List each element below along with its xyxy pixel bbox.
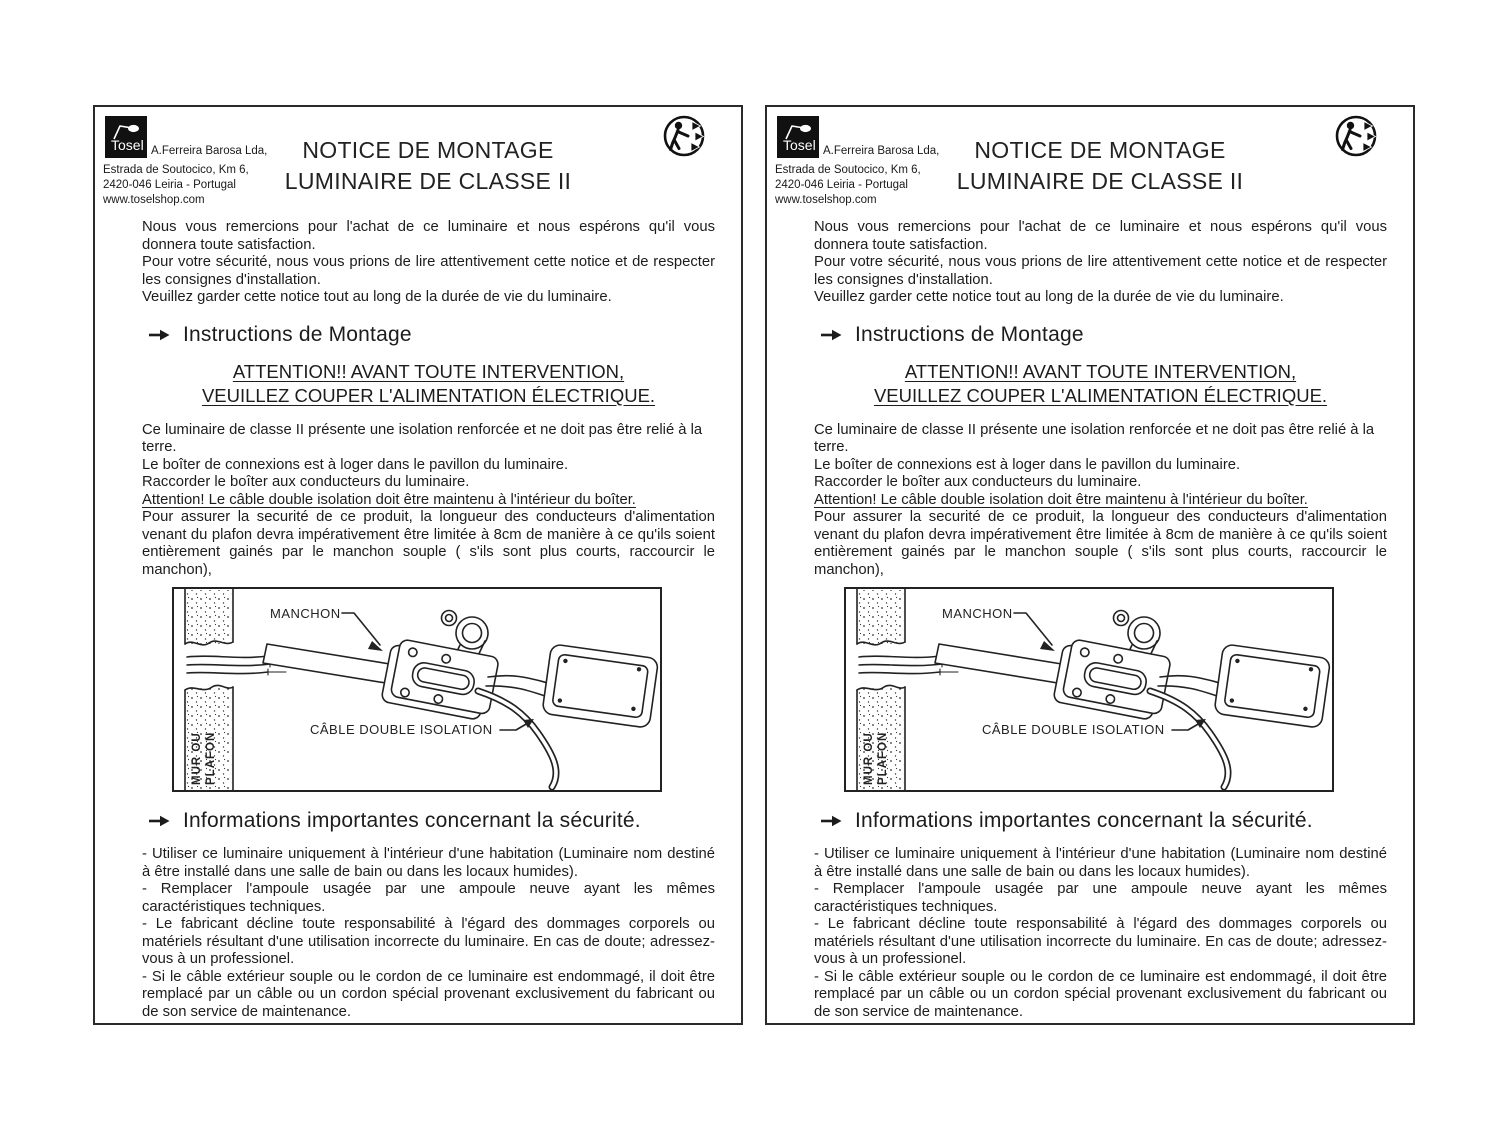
tosel-logo <box>105 116 147 158</box>
securite-heading-row <box>814 808 1387 834</box>
notice-page-left <box>93 105 743 1025</box>
page-title <box>877 135 1323 197</box>
class-ii-line-3: Raccorder le boîter aux conducteurs du luminaire. <box>814 474 1142 490</box>
address-line-2: 2420-046 Leiria - Portugal <box>103 179 236 191</box>
address-line-1: Estrada de Soutocico, Km 6, <box>775 164 921 176</box>
assembly-diagram <box>844 587 1334 792</box>
conductor-length-paragraph: Pour assurer la securité de ce produit, la longueur des conducteurs d'alimentation venant du plafon devra impérativement être limitée à 8cm de manière à ce qu'ils soient entièrement gainés par le manchon souple ( s'ils sont plus courts, raccourcir le manchon), <box>814 509 1387 578</box>
cable-attention-line: Attention! Le câble double isolation doit être maintenu à l'intérieur du boîter. <box>142 491 636 508</box>
manchon-label: MANCHON <box>270 606 341 621</box>
safety-item: - Utiliser ce luminaire uniquement à l'intérieur d'une habitation (Luminaire nom destiné à être installé dans une salle de bain ou dans les locaux humides). <box>142 846 715 880</box>
montage-heading: Instructions de Montage <box>183 322 412 346</box>
safety-item: - Le fabricant décline toute responsabilité à l'égard des dommages corporels ou matériels résultant d'une utilisation incorrecte du luminaire. En cas de doute; adressez-vous à un professionel. <box>142 916 715 967</box>
intro-paragraph-3: Veuillez garder cette notice tout au long de la durée de vie du luminaire. <box>814 289 1284 305</box>
power-warning-line-2: VEUILLEZ COUPER L'ALIMENTATION ÉLECTRIQUE. <box>201 384 656 406</box>
company-website: www.toselshop.com <box>103 194 205 206</box>
arrow-right-icon <box>148 329 170 341</box>
intro-paragraph-2: Pour votre sécurité, nous vous prions de lire attentivement cette notice et de respecter les consignes d'installation. <box>142 254 715 288</box>
cover-box <box>1214 644 1331 728</box>
class-ii-paragraph <box>814 422 1387 492</box>
notice-page-right <box>765 105 1415 1025</box>
title-line-1: NOTICE DE MONTAGE <box>974 137 1226 163</box>
class-ii-line-2: Le boîter de connexions est à loger dans le pavillon du luminaire. <box>142 456 569 473</box>
safety-list <box>142 846 715 1021</box>
class-ii-paragraph <box>142 422 715 492</box>
wall-label-line-1: MUR OU <box>191 732 203 785</box>
company-name: A.Ferreira Barosa Lda, <box>151 145 268 157</box>
securite-heading-row <box>142 808 715 834</box>
manchon-label: MANCHON <box>942 606 1013 621</box>
safety-item: - Le fabricant décline toute responsabilité à l'égard des dommages corporels ou matériels résultant d'une utilisation incorrecte du luminaire. En cas de doute; adressez-vous à un professionel. <box>814 916 1387 967</box>
tosel-lamp-icon <box>105 116 147 158</box>
logo-text: Tosel <box>783 137 816 153</box>
tosel-logo <box>777 116 819 158</box>
safety-item: - Utiliser ce luminaire uniquement à l'intérieur d'une habitation (Luminaire nom destiné à être installé dans une salle de bain ou dans les locaux humides). <box>814 846 1387 880</box>
arrow-right-icon <box>820 815 842 827</box>
class-ii-line-2: Le boîter de connexions est à loger dans le pavillon du luminaire. <box>814 456 1241 473</box>
securite-heading: Informations importantes concernant la sécurité. <box>183 809 641 832</box>
power-warning <box>142 360 715 408</box>
company-name: A.Ferreira Barosa Lda, <box>823 145 940 157</box>
arrow-right-icon <box>148 815 170 827</box>
power-warning <box>814 360 1387 408</box>
tosel-lamp-icon <box>777 116 819 158</box>
montage-heading-row <box>814 322 1387 348</box>
cable-attention-line: Attention! Le câble double isolation doit être maintenu à l'intérieur du boîter. <box>814 491 1308 508</box>
securite-heading: Informations importantes concernant la sécurité. <box>855 809 1313 832</box>
triman-recycling-icon <box>1334 113 1380 159</box>
title-line-2: LUMINAIRE DE CLASSE II <box>284 168 572 194</box>
cover-box <box>542 644 659 728</box>
safety-item: - Si le câble extérieur souple ou le cordon de ce luminaire est endommagé, il doit être remplacé par un câble ou un cordon spécial provenant exclusivement du fabricant ou de son service de maintenance. <box>814 968 1387 1020</box>
notice-body <box>814 219 1387 1021</box>
company-website: www.toselshop.com <box>775 194 877 206</box>
safety-item: - Remplacer l'ampoule usagée par une ampoule neuve ayant les mêmes caractéristiques techniques. <box>142 881 715 915</box>
intro-paragraph-2: Pour votre sécurité, nous vous prions de lire attentivement cette notice et de respecter les consignes d'installation. <box>814 254 1387 288</box>
intro-paragraphs <box>142 219 715 307</box>
intro-paragraphs <box>814 219 1387 307</box>
cable-label: CÂBLE DOUBLE ISOLATION <box>310 722 493 737</box>
class-ii-line-1: Ce luminaire de classe II présente une isolation renforcée et ne doit pas être relié à la terre. <box>142 421 703 455</box>
intro-paragraph-1: Nous vous remercions pour l'achat de ce luminaire et nous espérons qu'il vous donnera toute satisfaction. <box>142 219 715 253</box>
power-warning-line-1: ATTENTION!! AVANT TOUTE INTERVENTION, <box>232 360 625 382</box>
montage-heading-row <box>142 322 715 348</box>
montage-heading: Instructions de Montage <box>855 322 1084 346</box>
power-warning-line-1: ATTENTION!! AVANT TOUTE INTERVENTION, <box>904 360 1297 382</box>
title-line-2: LUMINAIRE DE CLASSE II <box>956 168 1244 194</box>
address-line-2: 2420-046 Leiria - Portugal <box>775 179 908 191</box>
address-line-1: Estrada de Soutocico, Km 6, <box>103 164 249 176</box>
conductor-length-paragraph: Pour assurer la securité de ce produit, la longueur des conducteurs d'alimentation venant du plafon devra impérativement être limitée à 8cm de manière à ce qu'ils soient entièrement gainés par le manchon souple ( s'ils sont plus courts, raccourcir le manchon), <box>142 509 715 578</box>
logo-text: Tosel <box>111 137 144 153</box>
intro-paragraph-3: Veuillez garder cette notice tout au long de la durée de vie du luminaire. <box>142 289 612 305</box>
class-ii-line-1: Ce luminaire de classe II présente une isolation renforcée et ne doit pas être relié à la terre. <box>814 421 1375 455</box>
title-line-1: NOTICE DE MONTAGE <box>302 137 554 163</box>
wall-label-line-1: MUR OU <box>863 732 875 785</box>
class-ii-line-3: Raccorder le boîter aux conducteurs du luminaire. <box>142 474 470 490</box>
safety-item: - Remplacer l'ampoule usagée par une ampoule neuve ayant les mêmes caractéristiques techniques. <box>814 881 1387 915</box>
cable-label: CÂBLE DOUBLE ISOLATION <box>982 722 1165 737</box>
power-warning-line-2: VEUILLEZ COUPER L'ALIMENTATION ÉLECTRIQUE. <box>873 384 1328 406</box>
safety-list <box>814 846 1387 1021</box>
triman-recycling-icon <box>662 113 708 159</box>
wall-label-line-2: PLAFON <box>205 731 217 785</box>
assembly-diagram <box>172 587 662 792</box>
page-title <box>205 135 651 197</box>
wall-label-line-2: PLAFON <box>877 731 889 785</box>
intro-paragraph-1: Nous vous remercions pour l'achat de ce luminaire et nous espérons qu'il vous donnera toute satisfaction. <box>814 219 1387 253</box>
notice-body <box>142 219 715 1021</box>
safety-item: - Si le câble extérieur souple ou le cordon de ce luminaire est endommagé, il doit être remplacé par un câble ou un cordon spécial provenant exclusivement du fabricant ou de son service de maintenance. <box>142 968 715 1020</box>
arrow-right-icon <box>820 329 842 341</box>
